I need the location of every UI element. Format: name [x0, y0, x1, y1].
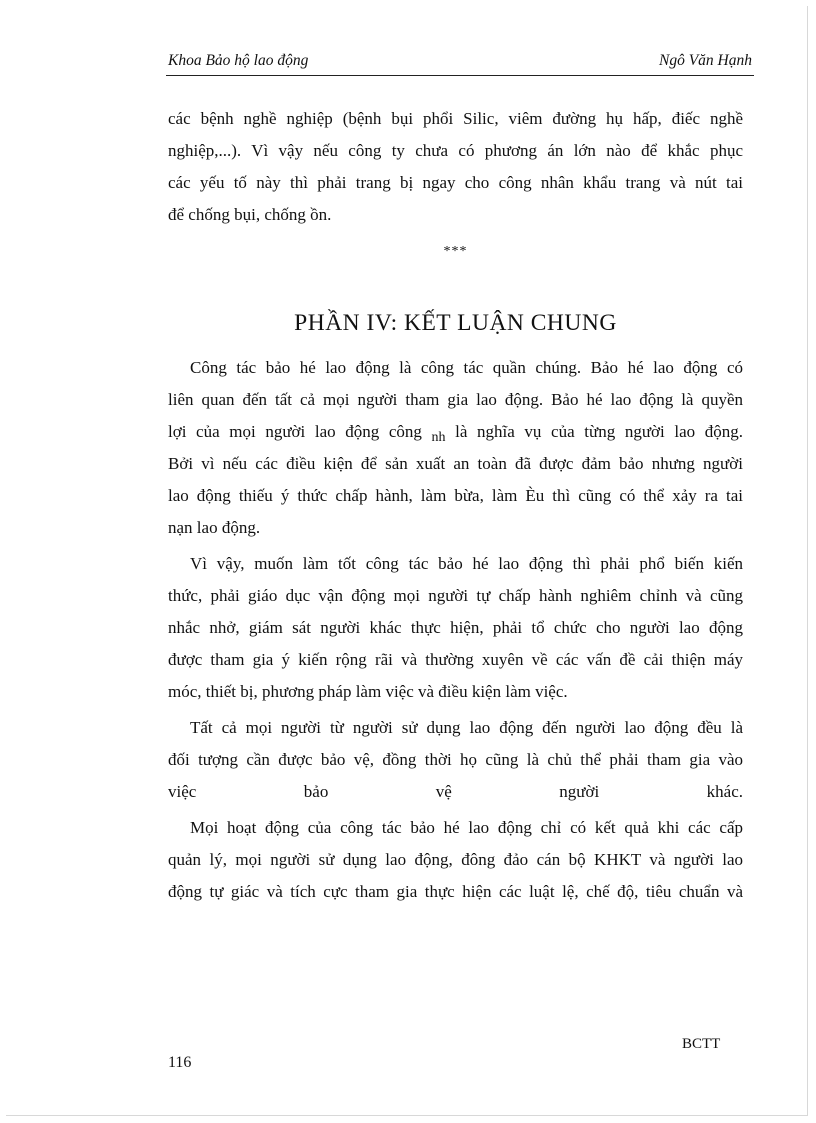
text-fragment: là nghĩa vụ của từng người lao động. [445, 422, 743, 441]
paragraph-3 [168, 712, 743, 808]
text-line: được tham gia ý kiến rộng rãi và thường xuyên về các vấn đề cải thiện máy [168, 650, 743, 669]
text-line [168, 416, 743, 448]
text-line: Vì vậy, muốn làm tốt công tác bảo hé lao động thì phải phổ biến kiến [190, 554, 743, 573]
text-line: các yếu tố này thì phải trang bị ngay cho công nhân khẩu trang và nút tai [168, 173, 743, 192]
text-line: nghiệp,...). Vì vậy nếu công ty chưa có phương án lớn nào để khắc phục [168, 141, 743, 160]
paragraph-1 [168, 352, 743, 544]
continued-paragraph [168, 103, 743, 231]
text-line: đối tượng cần được bảo vệ, đồng thời họ cũng là chủ thể phải tham gia vào [168, 750, 743, 769]
section-separator: *** [443, 244, 468, 259]
text-line: nhắc nhở, giám sát người khác thực hiện, phải tổ chức cho người lao động [168, 618, 743, 637]
text-line: quản lý, mọi người sử dụng lao động, đông đảo cán bộ KHKT và người lao [168, 850, 743, 869]
header-rule [166, 75, 754, 76]
header-author: Ngô Văn Hạnh [659, 52, 752, 69]
text-line: Bởi vì nếu các điều kiện để sản xuất an toàn đã được đảm bảo nhưng người [168, 454, 743, 473]
text-line: các bệnh nghề nghiệp (bệnh bụi phổi Silic, viêm đường hụ hấp, điếc nghề [168, 109, 743, 128]
footer-label: BCTT [682, 1036, 721, 1052]
text-line: Tất cả mọi người từ người sử dụng lao động đến người lao động đều là [190, 718, 743, 737]
text-line: lao động thiếu ý thức chấp hành, làm bừa, làm Èu thì cũng có thể xảy ra tai [168, 486, 743, 505]
text-line: Mọi hoạt động của công tác bảo hé lao động chỉ có kết quả khi các cấp [190, 818, 743, 837]
subscript-fragment: nh [431, 430, 446, 445]
text-line: Công tác bảo hé lao động là công tác quần chúng. Bảo hé lao động có [190, 358, 743, 377]
text-line: liên quan đến tất cả mọi người tham gia lao động. Bảo hé lao động là quyền [168, 390, 743, 409]
conclusion-body [168, 352, 743, 912]
page-header [168, 52, 752, 74]
text-line: việc bảo vệ người khác. [168, 782, 743, 801]
page-number: 116 [168, 1054, 192, 1071]
section-title: PHẦN IV: KẾT LUẬN CHUNG [294, 310, 617, 336]
text-fragment: lợi của mọi người lao động công [168, 422, 432, 441]
paragraph-4 [168, 812, 743, 908]
text-line: nạn lao động. [168, 518, 261, 537]
header-faculty: Khoa Bảo hộ lao động [168, 52, 309, 69]
paragraph-2 [168, 548, 743, 708]
text-line: móc, thiết bị, phương pháp làm việc và điều kiện làm việc. [168, 682, 568, 701]
text-line: thức, phải giáo dục vận động mọi người tự chấp hành nghiêm chỉnh và cũng [168, 586, 743, 605]
text-line: động tự giác và tích cực tham gia thực hiện các luật lệ, chế độ, tiêu chuẩn và [168, 882, 743, 901]
text-line: để chống bụi, chống ồn. [168, 205, 332, 224]
